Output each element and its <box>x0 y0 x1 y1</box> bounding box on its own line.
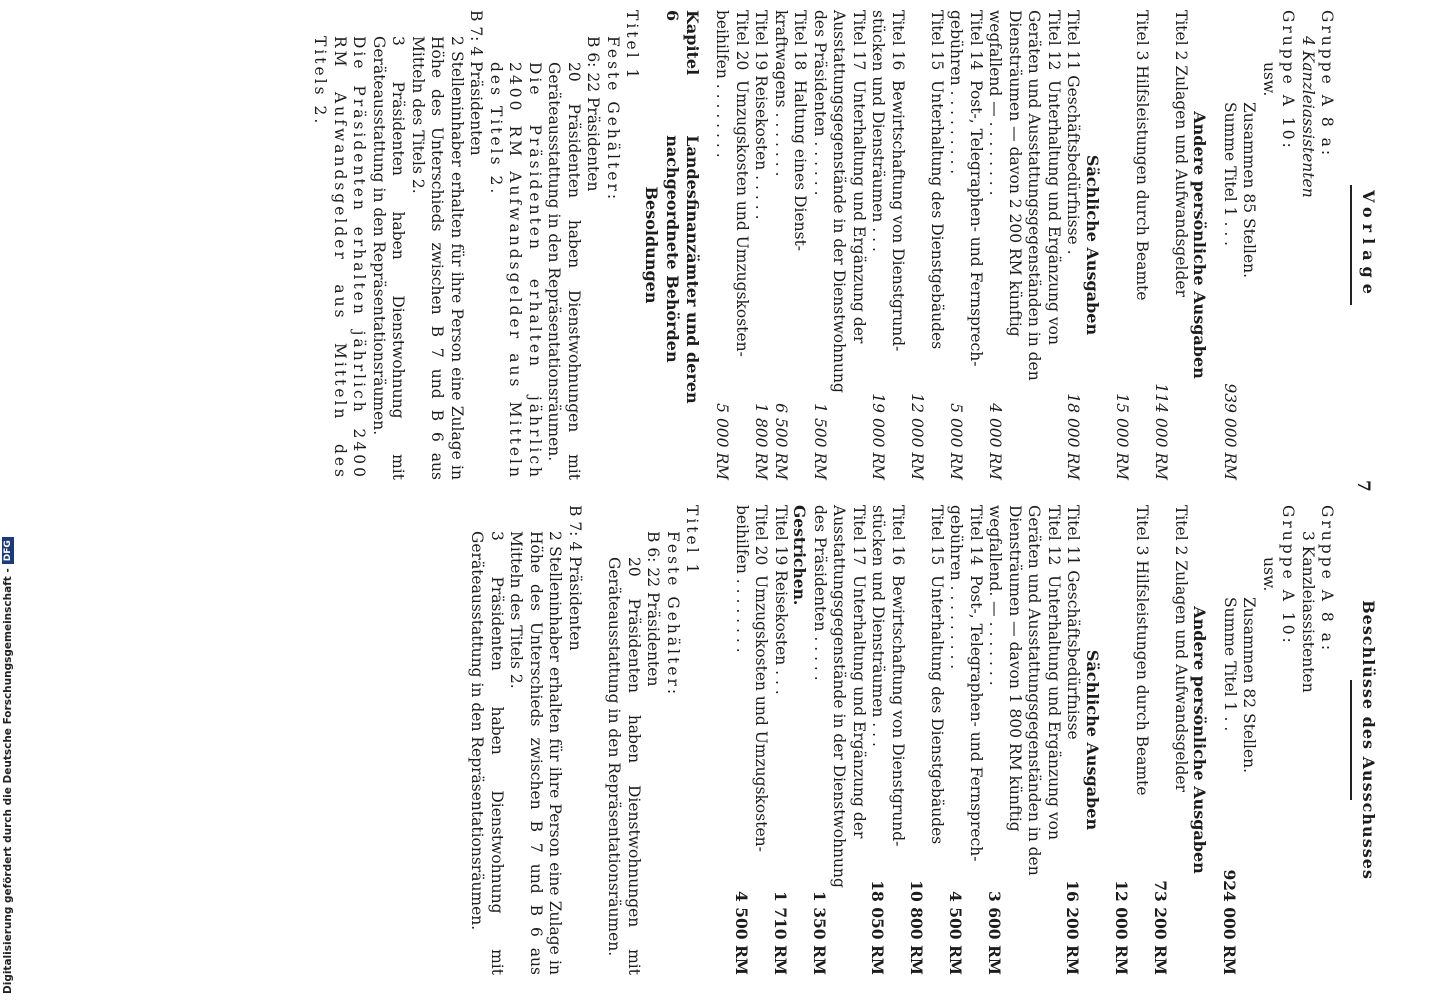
group-line: usw. <box>1260 62 1278 97</box>
group-line: Gruppe A 8 a: <box>1318 10 1337 159</box>
titel11-row <box>1063 505 1083 975</box>
dfg-logo: DFG <box>2 537 14 564</box>
andere-heading: Andere persönliche Ausgaben <box>1190 606 1210 874</box>
titel12-row <box>985 10 1005 480</box>
titel15-line: Titel 15 Unterhaltung des Dienstgebäudes <box>928 10 946 350</box>
summe-label: Summe Titel 1 . . . <box>1221 102 1239 247</box>
titel12-row <box>985 505 1005 975</box>
credit-text: Digitalisierung gefördert durch die Deutsche Forschungsgemeinschaft - <box>2 568 14 994</box>
titel17-line: Ausstattungsgegenstände in der Dienstwohnung <box>830 505 849 888</box>
titel11-amount: 18 000 RM <box>1064 393 1083 480</box>
titel12-line: Diensträumen — davon 2 200 RM künftig <box>1006 10 1024 337</box>
b6-text: 20 Präsidenten haben Dienstwohnungen mit Geräteausstattung in den Repräsentationsräumen. <box>545 62 583 480</box>
titel12-line: Diensträumen — davon 1 800 RM künftig <box>1006 505 1024 832</box>
titel2-amount-row <box>1151 10 1171 480</box>
titel12-line: Titel 12 Unterhaltung und Ergänzung von <box>1045 505 1063 840</box>
summe-amount: 924 000 RM <box>1220 869 1239 975</box>
vorlage-heading: Vorlage <box>1359 190 1378 300</box>
titel14-label: gebühren . . . . . . . . . <box>947 505 966 670</box>
kapitel-number: Kapitel 6 <box>663 10 702 76</box>
titel12-line: Titel 12 Unterhaltung und Ergänzung von <box>1045 10 1063 345</box>
titel17-line: Titel 17 Unterhaltung und Ergänzung der <box>850 505 868 839</box>
b7-line: B 7: 4 Präsidenten <box>566 505 584 651</box>
titel3-amount: 12 000 RM <box>1112 880 1132 975</box>
b6-line: B 6: 22 Präsidenten <box>644 531 663 687</box>
titel3-label: Titel 3 Hilfsleistungen durch Beamte <box>1133 10 1151 301</box>
titel16-row <box>868 505 888 975</box>
group-line: Zusammen 82 Stellen. <box>1240 597 1259 774</box>
titel19-amount: 1 800 RM <box>752 403 771 480</box>
titel17-row <box>810 505 830 975</box>
titel19-row <box>771 505 791 975</box>
titel15-row <box>907 10 927 480</box>
titel19-amount: 1 710 RM <box>771 891 790 975</box>
titel18-label: kraftwagens . . . . . . . <box>772 10 790 177</box>
feste-line: Feste Gehälter: <box>604 36 622 203</box>
titel2-row <box>1171 505 1191 975</box>
b6-note: Die Präsidenten erhalten jährlich 2400 RM Aufwandsgelder aus Mitteln des Titels 2. <box>487 62 544 480</box>
titel2-amount-row <box>1151 505 1171 975</box>
summe-label: Summe Titel 1 . . <box>1221 597 1239 732</box>
titel19-label: Titel 19 Reisekosten . . . . . <box>752 10 771 220</box>
heading-rule <box>1351 185 1353 305</box>
titel3-row <box>1132 505 1152 975</box>
b7-line: B 7: 4 Präsidenten <box>467 10 486 156</box>
group-line: Gruppe A 10: <box>1279 10 1298 151</box>
titel17-amount: 1 500 RM <box>811 403 829 480</box>
group-line: 4 Kanzleiassistenten <box>1299 36 1317 198</box>
summe-amount: 939 000 RM <box>1221 383 1239 480</box>
titel16-line: Titel 16 Bewirtschaftung von Dienstgrund- <box>889 10 907 352</box>
group-line: 3 Kanzleiassistenten <box>1299 531 1317 693</box>
titel17-label: des Präsidenten . . . . . . <box>811 10 829 196</box>
titel15-amount: 12 000 RM <box>908 393 927 480</box>
b7-text1: 2 Stelleninhaber erhalten für ihre Person eine Zulage in Höhe des Unterschieds zwischen B 7 und B 6 aus Mitteln des Titels 2. <box>507 531 565 975</box>
titel11-row <box>1063 10 1083 480</box>
b6-line: B 6: 22 Präsidenten <box>584 36 603 192</box>
gestrichen-line: Gestrichen. <box>790 505 810 606</box>
b6-text: 20 Präsidenten haben Dienstwohnungen mit Geräteausstattung in den Repräsentationsräumen. <box>605 557 643 975</box>
titel16-amount: 18 050 RM <box>868 880 888 975</box>
group-line: Gruppe A 10: <box>1279 505 1298 646</box>
titel20-amount: 4 500 RM <box>732 891 751 975</box>
titel17-amount: 1 350 RM <box>810 891 829 975</box>
titel20-line: Titel 20 Umzugskosten und Umzugskosten- <box>733 10 751 357</box>
titel20-row <box>732 505 752 975</box>
titel20-label: beihilfen . . . . . . . . <box>713 10 732 158</box>
titel3-label: Titel 3 Hilfsleistungen durch Beamte <box>1133 505 1151 796</box>
titel14-amount: 5 000 RM <box>947 403 966 480</box>
titel11-amount: 16 200 RM <box>1063 880 1083 975</box>
titel17-label: des Präsidenten . . . . . <box>811 505 829 681</box>
page-number: 7 <box>1353 480 1373 492</box>
b7-text2: 3 Präsidenten haben Dienstwohnung mit Geräteausstattung in den Repräsentationsräumen. <box>370 36 408 480</box>
beschluesse-heading: Beschlüsse des Ausschusses <box>1359 600 1378 880</box>
titel14-label: gebühren . . . . . . . . . <box>947 10 966 175</box>
titel12-amount: 3 600 RM <box>985 891 1005 975</box>
titel15-row <box>907 505 927 975</box>
group-line: Zusammen 85 Stellen. <box>1240 102 1259 279</box>
titel20-label: beihilfen . . . . . . . . <box>733 505 751 653</box>
titel19-row <box>751 10 771 480</box>
feste-line: Feste Gehälter: <box>664 531 682 698</box>
titel1-line: Titel 1 <box>623 10 642 82</box>
vorlage-column <box>310 10 1434 480</box>
b7-text2: 3 Präsidenten haben Dienstwohnung mit Geräteausstattung in den Repräsentationsräumen. <box>468 531 506 975</box>
summe-row <box>1220 10 1240 480</box>
kapitel-line <box>663 10 702 480</box>
titel2-row <box>1171 10 1191 480</box>
titel15-line: Titel 15 Unterhaltung des Dienstgebäudes <box>928 505 946 845</box>
titel14-amount: 4 500 RM <box>946 891 966 975</box>
titel3-row <box>1132 10 1152 480</box>
titel12-line: Geräten und Ausstattungsgegenständen in den <box>1025 505 1044 876</box>
titel16-line: Titel 16 Bewirtschaftung von Dienstgrund- <box>889 505 907 847</box>
titel11-label: Titel 11 Geschäftsbedürfnisse <box>1064 505 1083 740</box>
titel20-amount: 5 000 RM <box>713 403 732 480</box>
titel18-amount: 6 500 RM <box>772 403 790 480</box>
titel3-amount: 15 000 RM <box>1113 393 1132 480</box>
titel17-row <box>810 10 830 480</box>
titel14-row <box>946 10 966 480</box>
group-line: usw. <box>1260 557 1278 592</box>
titel2-amount: 114 000 RM <box>1152 383 1171 480</box>
b7-note: Die Präsidenten erhalten jährlich 2400 RM Aufwandsgelder aus Mitteln des Titels 2. <box>311 36 369 480</box>
titel2-label: Titel 2 Zulagen und Aufwandsgelder <box>1172 505 1190 792</box>
heading-rule <box>1351 680 1353 800</box>
titel14-line: Titel 14 Post-, Telegraphen- und Fernsprech- <box>967 505 985 862</box>
titel3-amount-row <box>1112 10 1132 480</box>
saechliche-heading: Sächliche Ausgaben <box>1083 649 1102 831</box>
titel12-amount: 4 000 RM <box>986 403 1005 480</box>
titel20-row <box>712 10 732 480</box>
titel19-label: Titel 19 Reisekosten . . . <box>772 505 790 695</box>
titel11-label: Titel 11 Geschäftsbedürfnisse . <box>1064 10 1083 255</box>
group-line: Gruppe A 8 a: <box>1318 505 1337 654</box>
andere-heading: Andere persönliche Ausgaben <box>1190 111 1210 379</box>
titel14-line: Titel 14 Post-, Telegraphen- und Fernsprech- <box>967 10 985 367</box>
besoldungen-heading: Besoldungen <box>642 186 661 304</box>
titel16-label: stücken und Diensträumen . . . <box>869 10 888 252</box>
b7-text1: 2 Stelleninhaber erhalten für ihre Person eine Zulage in Höhe des Unterschieds zwischen B 7 und B 6 aus Mitteln des Titels 2. <box>409 36 466 480</box>
titel18-line: Titel 18 Haltung eines Dienst- <box>791 10 810 252</box>
digitization-credit <box>2 537 14 1000</box>
titel1-line: Titel 1 <box>683 505 702 577</box>
titel2-amount: 73 200 RM <box>1151 880 1171 975</box>
titel2-label: Titel 2 Zulagen und Aufwandsgelder <box>1172 10 1190 297</box>
titel12-label: wegfallend — . . . . . . . . <box>986 10 1005 196</box>
titel16-row <box>868 10 888 480</box>
titel20-line: Titel 20 Umzugskosten und Umzugskosten- <box>752 505 771 852</box>
summe-row <box>1220 505 1240 975</box>
kapitel-title: Landesfinanzämter und deren nachgeordnete Behörden <box>663 135 702 404</box>
titel14-row <box>946 505 966 975</box>
titel17-line: Titel 17 Unterhaltung und Ergänzung der <box>850 10 868 344</box>
titel3-amount-row <box>1112 505 1132 975</box>
titel12-label: wegfallend. — . . . . . . . <box>986 505 1005 686</box>
saechliche-heading: Sächliche Ausgaben <box>1083 154 1102 336</box>
titel18-row <box>771 10 791 480</box>
titel12-line: Geräten und Ausstattungsgegenständen in den <box>1025 10 1044 381</box>
titel17-line: Ausstattungsgegenstände in der Dienstwohnung <box>830 10 849 393</box>
titel15-amount: 10 800 RM <box>907 880 927 975</box>
beschluesse-column <box>467 505 1434 975</box>
titel16-amount: 19 000 RM <box>869 393 888 480</box>
titel16-label: stücken und Diensträumen . . . <box>869 505 888 747</box>
